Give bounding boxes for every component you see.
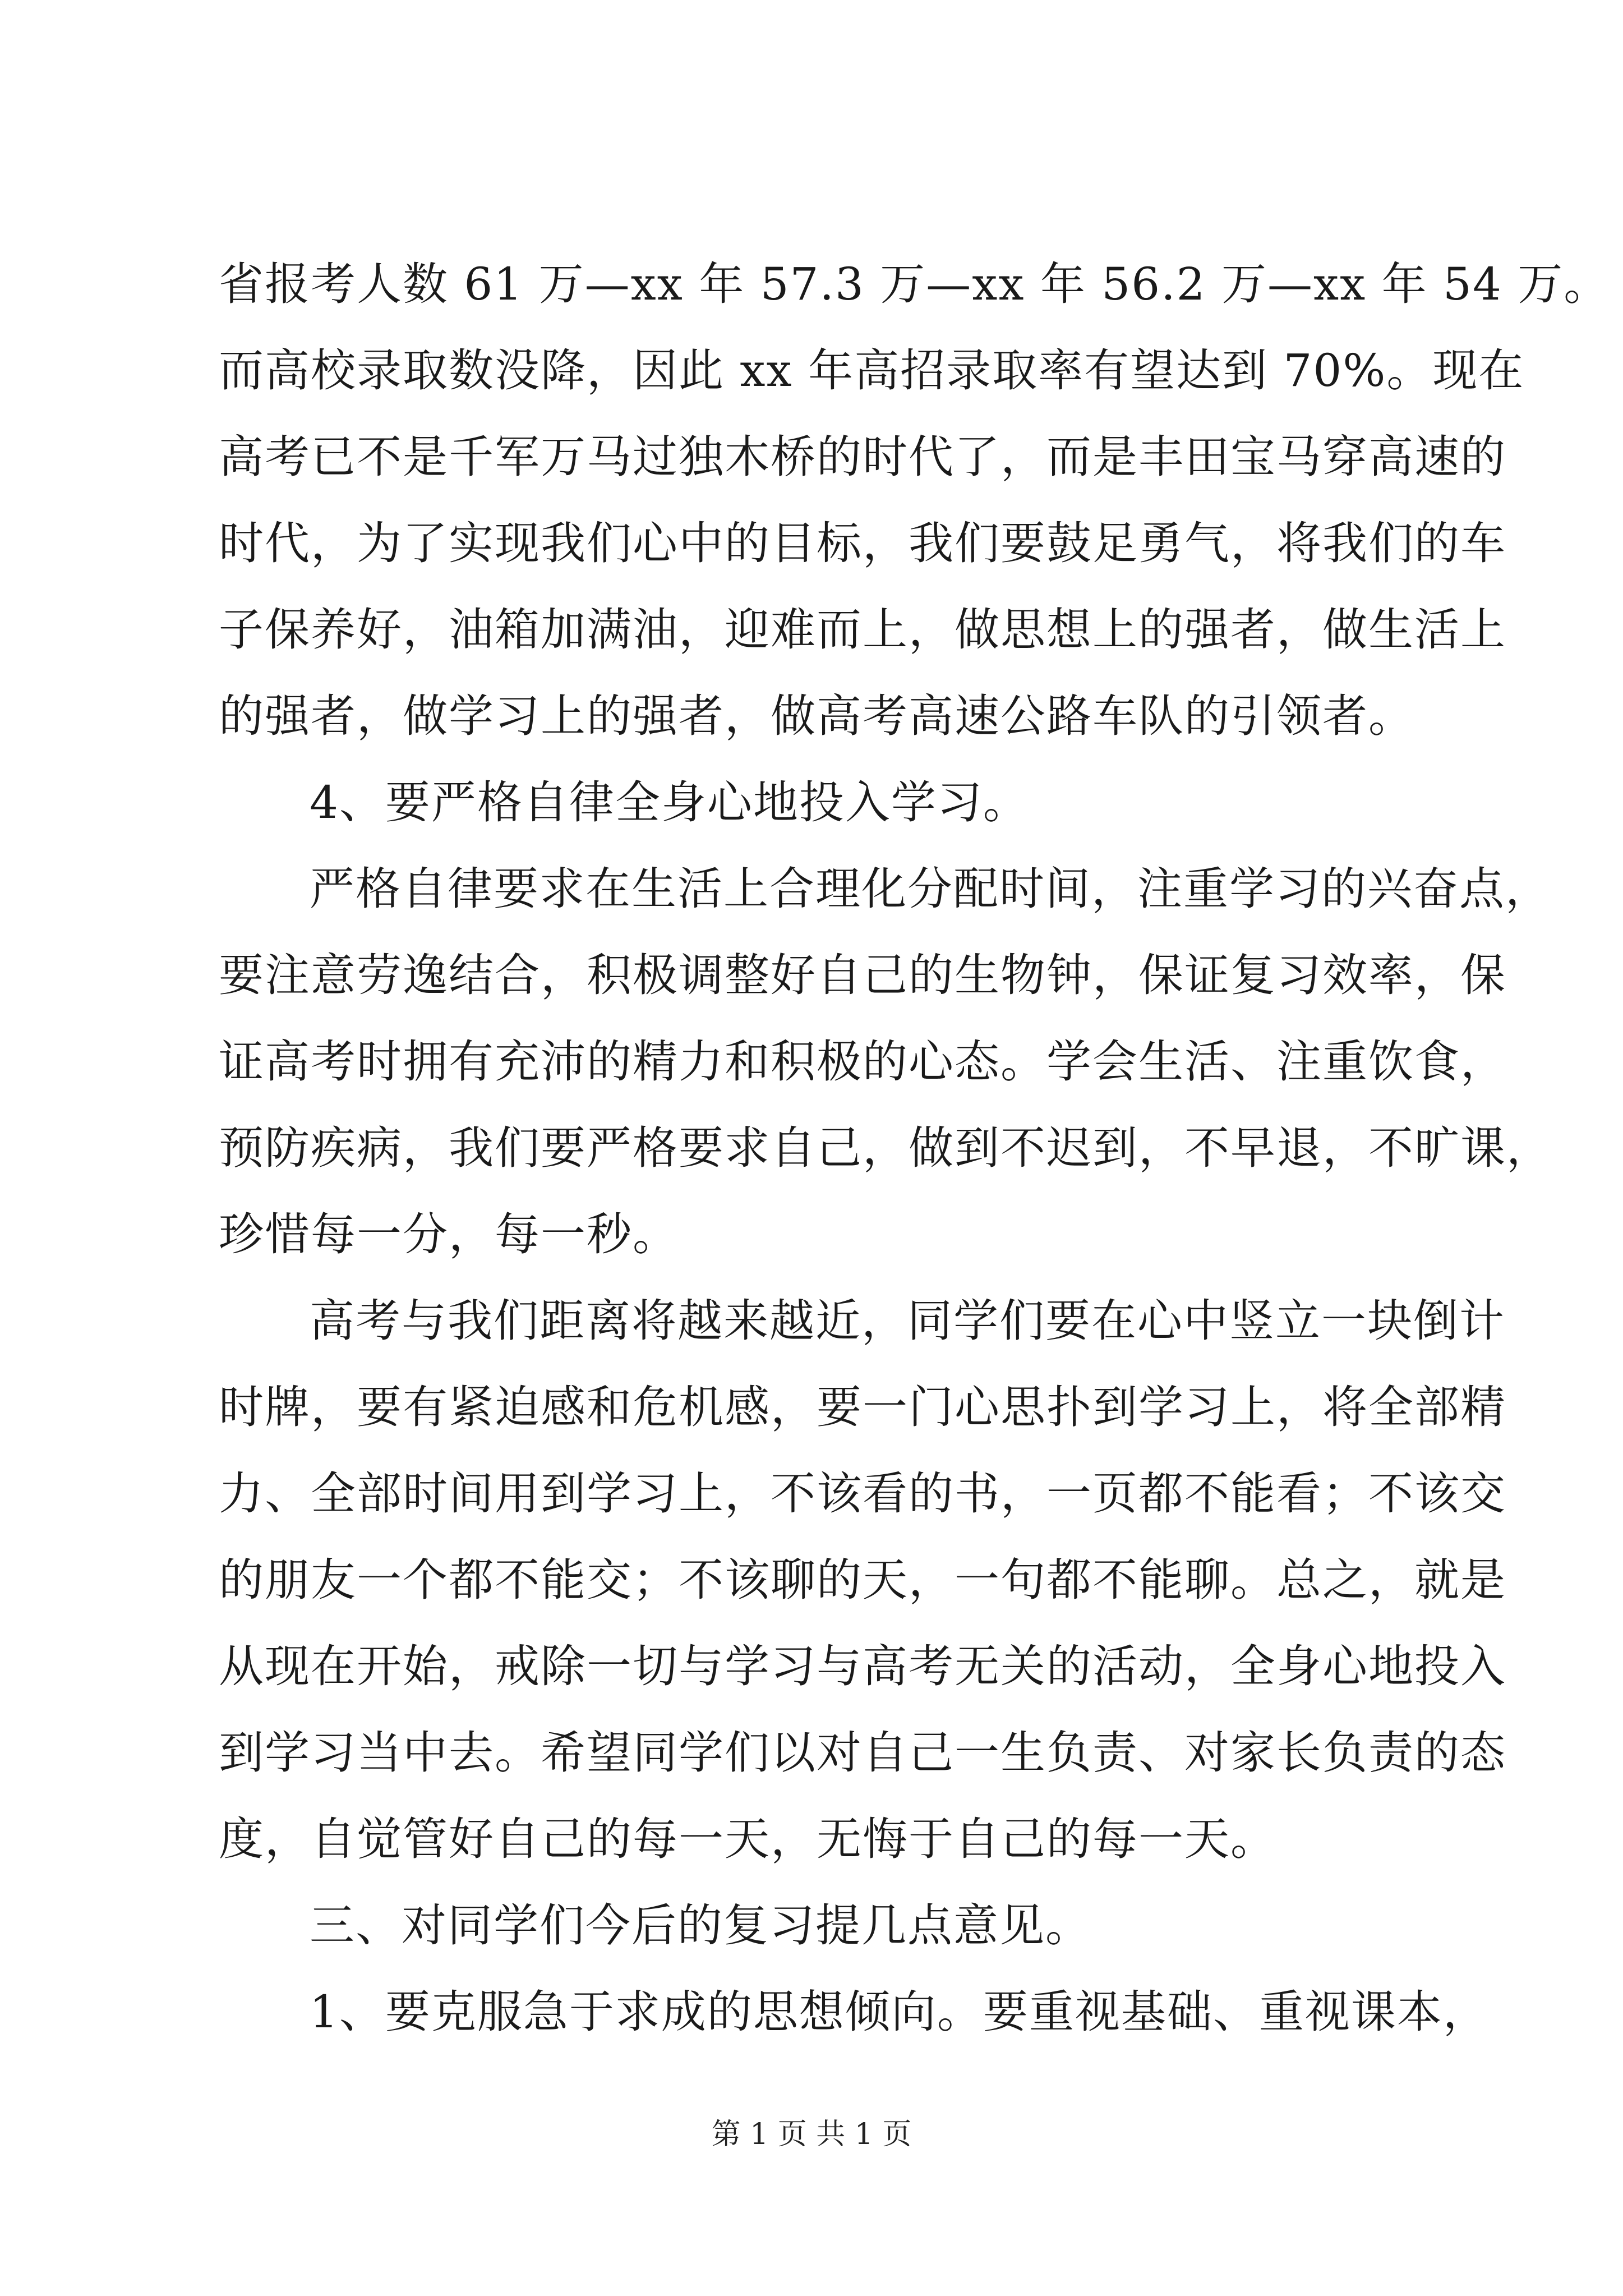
section-heading: 三、对同学们今后的复习提几点意见。: [310, 1899, 1091, 1952]
page-footer: 第 1 页 共 1 页: [711, 2118, 912, 2151]
text-line: 省报考人数 61 万—xx 年 57.3 万—xx 年 56.2 万—xx 年 54 万。: [219, 258, 1610, 310]
text-line: 珍惜每一分，每一秒。: [219, 1208, 679, 1260]
text-line: 预防疾病，我们要严格要求自己，做到不迟到，不早退，不旷课，: [219, 1122, 1552, 1174]
text-line: 高考已不是千军万马过独木桥的时代了，而是丰田宝马穿高速的: [219, 431, 1506, 483]
text-line: 时牌，要有紧迫感和危机感，要一门心思扑到学习上，将全部精: [219, 1381, 1506, 1433]
text-line: 的朋友一个都不能交；不该聊的天，一句都不能聊。总之，就是: [219, 1554, 1506, 1606]
text-line: 力、全部时间用到学习上，不该看的书，一页都不能看；不该交: [219, 1467, 1506, 1520]
text-line: 到学习当中去。希望同学们以对自己一生负责、对家长负责的态: [219, 1727, 1506, 1779]
text-line: 的强者，做学习上的强者，做高考高速公路车队的引领者。: [219, 690, 1414, 742]
text-line: 1、要克服急于求成的思想倾向。要重视基础、重视课本，: [310, 1986, 1489, 2038]
section-heading: 4、要严格自律全身心地投入学习。: [310, 776, 1029, 829]
text-line: 而高校录取数没降，因此 xx 年高招录取率有望达到 70%。现在: [219, 344, 1525, 397]
text-line: 从现在开始，戒除一切与学习与高考无关的活动，全身心地投入: [219, 1640, 1506, 1692]
text-line: 度，自觉管好自己的每一天，无悔于自己的每一天。: [219, 1813, 1276, 1865]
text-line: 子保养好，油箱加满油，迎难而上，做思想上的强者，做生活上: [219, 604, 1506, 656]
document-body: [219, 241, 1610, 2055]
text-line: 证高考时拥有充沛的精力和积极的心态。学会生活、注重饮食，: [219, 1036, 1506, 1088]
text-line: 时代，为了实现我们心中的目标，我们要鼓足勇气，将我们的车: [219, 517, 1506, 569]
text-line: 高考与我们距离将越来越近，同学们要在心中竖立一块倒计: [310, 1295, 1505, 1347]
text-line: 要注意劳逸结合，积极调整好自己的生物钟，保证复习效率，保: [219, 949, 1506, 1001]
text-line: 严格自律要求在生活上合理化分配时间，注重学习的兴奋点，: [310, 863, 1551, 915]
